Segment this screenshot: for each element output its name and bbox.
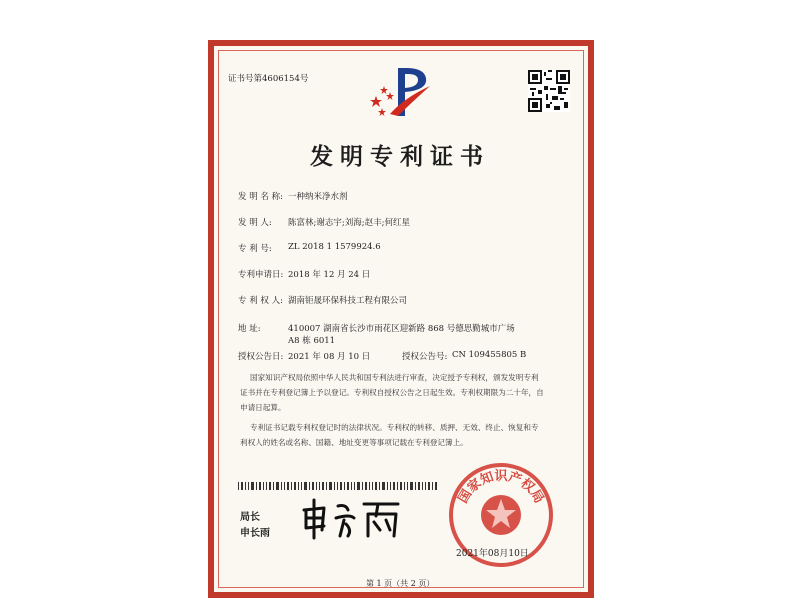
qr-code-icon [528,70,570,112]
director-name: 申长雨 [240,528,270,539]
paragraph-2-line-1: 专利证书记载专利权登记时的法律状况。专利权的转移、质押、无效、终止、恢复和专 [250,423,539,432]
field-value-grant-date: 2021 年 08 月 10 日 [288,352,371,362]
barcode-strip [238,482,438,490]
field-value-owner: 湖南钜晟环保科技工程有限公司 [288,296,408,306]
field-value-apply-date: 2018 年 12 月 24 日 [288,270,371,280]
field-value-address-line2: A8 栋 6011 [288,336,336,346]
paragraph-2-line-2: 利权人的姓名或名称、国籍、地址变更等事项记载在专利登记簿上。 [240,438,468,447]
field-label-apply-date: 专利申请日: [238,270,284,280]
field-label-address: 地 址: [238,324,261,334]
seal-date: 2021年08月10日 [456,549,529,559]
field-value-name: 一种纳米净水剂 [288,192,348,202]
director-signature-icon [298,496,408,540]
field-label-grant-no: 授权公告号: [402,352,448,362]
field-label-patent-no: 专 利 号: [238,244,272,254]
certificate-title: 发明专利证书 [310,143,490,170]
seal-text: 国家知识产权局 [455,469,547,507]
field-value-inventor: 陈富林;谢志宇;刘海;赵丰;何红星 [288,218,410,228]
field-label-name: 发 明 名 称: [238,192,283,202]
page-number: 第 1 页（共 2 页） [366,579,435,588]
paragraph-1-line-2: 证书并在专利登记簿上予以登记。专利权自授权公告之日起生效。专利权期限为二十年，自 [240,388,544,397]
director-title: 局长 [240,512,260,523]
field-label-inventor: 发 明 人: [238,218,272,228]
field-value-patent-no: ZL 2018 1 1579924.6 [288,242,381,252]
field-value-address-line1: 410007 湖南省长沙市雨花区迎新路 868 号德思勤城市广场 [288,324,515,334]
paragraph-1-line-1: 国家知识产权局依照中华人民共和国专利法进行审查，决定授予专利权，颁发发明专利 [250,373,539,382]
field-value-grant-no: CN 109455805 B [452,350,527,360]
field-label-grant-date: 授权公告日: [238,352,284,362]
certificate-number: 证书号第4606154号 [228,74,309,84]
paragraph-1-line-3: 申请日起算。 [240,403,286,412]
patent-office-logo-icon [368,62,440,122]
field-label-owner: 专 利 权 人: [238,296,283,306]
